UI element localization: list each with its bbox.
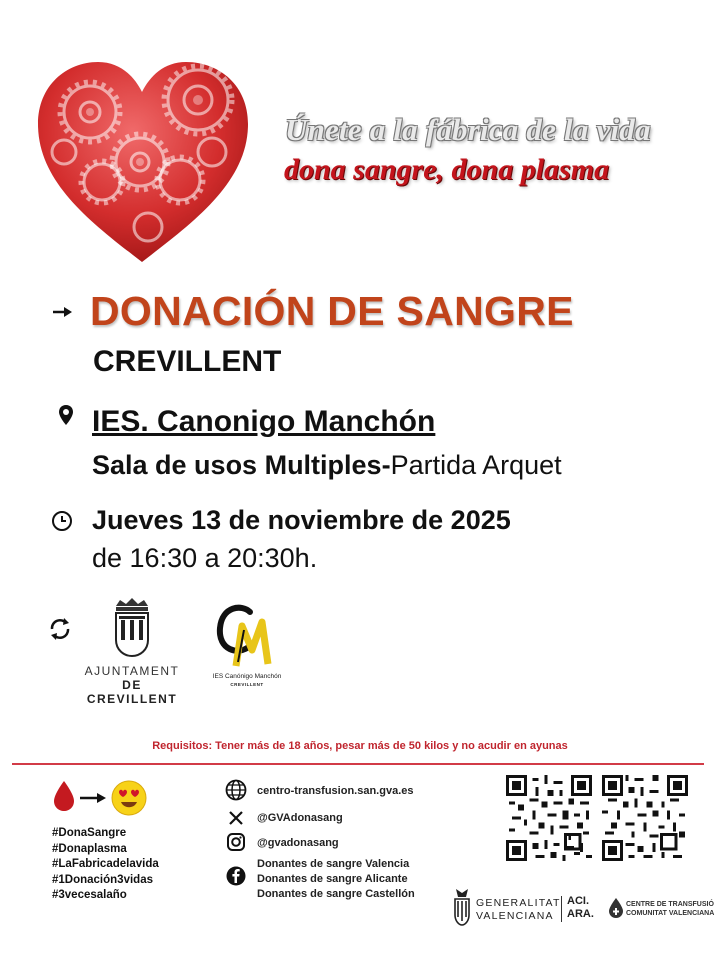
requirements-text: Requisitos: Tener más de 18 años, pesar más de 50 kilos y no acudir en ayunas [152, 740, 568, 752]
ajuntament-crest-icon [108, 596, 156, 658]
heart-of-gears-icon [30, 52, 255, 272]
ies-cm-logo-icon [214, 600, 276, 670]
ies-logo-town: CREVILLENT [230, 682, 264, 687]
facebook-page-valencia[interactable]: Donantes de sangre Valencia [257, 858, 410, 870]
facebook-page-castellon[interactable]: Donantes de sangre Castellón [257, 888, 415, 900]
globe-icon [225, 779, 247, 801]
hashtag-list [52, 826, 159, 904]
x-handle[interactable]: @GVAdonasang [257, 812, 343, 824]
generalitat-shield-icon [452, 887, 472, 927]
qr-code-icon[interactable] [506, 775, 592, 861]
aci-ara-logo [567, 895, 594, 921]
ajuntament-name-line-2: DE CREVILLENT [86, 678, 178, 706]
heart-eyes-emoji-icon [111, 780, 147, 816]
logo-separator [561, 896, 562, 922]
tagline-line-1: Únete a la fábrica de la vida [285, 112, 651, 147]
location-pin-icon [58, 404, 74, 426]
event-hall [92, 450, 562, 481]
facebook-page-alicante[interactable]: Donantes de sangre Alicante [257, 873, 408, 885]
facebook-icon [226, 866, 246, 886]
centre-transfusio-mark-icon [606, 896, 626, 920]
event-title: DONACIÓN DE SANGRE [90, 288, 574, 334]
centre-transfusio-line-2: COMUNITAT VALENCIANA [626, 910, 715, 917]
arrow-right-icon [52, 305, 74, 319]
generalitat-line-2: VALENCIANA [476, 910, 554, 922]
ajuntament-name-line-1: AJUNTAMENT [84, 664, 180, 678]
generalitat-line-1: GENERALITAT [476, 897, 561, 909]
event-time: de 16:30 a 20:30h. [92, 543, 318, 573]
qr-code-icon[interactable] [602, 775, 688, 861]
event-venue: IES. Canonigo Manchón [92, 405, 436, 438]
ies-logo-name: IES Canónigo Manchón [212, 673, 282, 680]
tagline-line-2: dona sangre, dona plasma [284, 153, 610, 186]
blood-drop-icon [52, 780, 76, 812]
event-date: Jueves 13 de noviembre de 2025 [92, 505, 511, 535]
aci-line-2: ARA. [567, 908, 594, 920]
centre-transfusio-name [626, 900, 714, 918]
hashtag: #LaFabricadelavida [52, 858, 159, 870]
instagram-icon [227, 833, 245, 851]
website-link[interactable]: centro-transfusion.san.gva.es [257, 785, 414, 797]
hashtag: #Donaplasma [52, 842, 127, 855]
x-logo-icon [228, 810, 244, 826]
divider [12, 763, 704, 765]
instagram-handle[interactable]: @gvadonasang [257, 837, 339, 849]
cycle-arrows-icon [47, 616, 73, 642]
hashtag: #DonaSangre [52, 827, 127, 839]
hashtag: #3vecesalaño [52, 889, 127, 901]
clock-icon [51, 510, 73, 532]
event-hall-name: Sala de usos Multiples- [92, 450, 391, 480]
hashtag: #1Donación3vidas [52, 873, 153, 886]
generalitat-name [476, 897, 561, 923]
arrow-right-icon [79, 793, 107, 803]
centre-transfusio-line-1: CENTRE DE TRANSFUSIÓ [626, 901, 714, 908]
aci-line-1: ACI. [567, 895, 589, 907]
event-hall-address: Partida Arquet [390, 450, 562, 480]
event-town: CREVILLENT [93, 345, 282, 378]
